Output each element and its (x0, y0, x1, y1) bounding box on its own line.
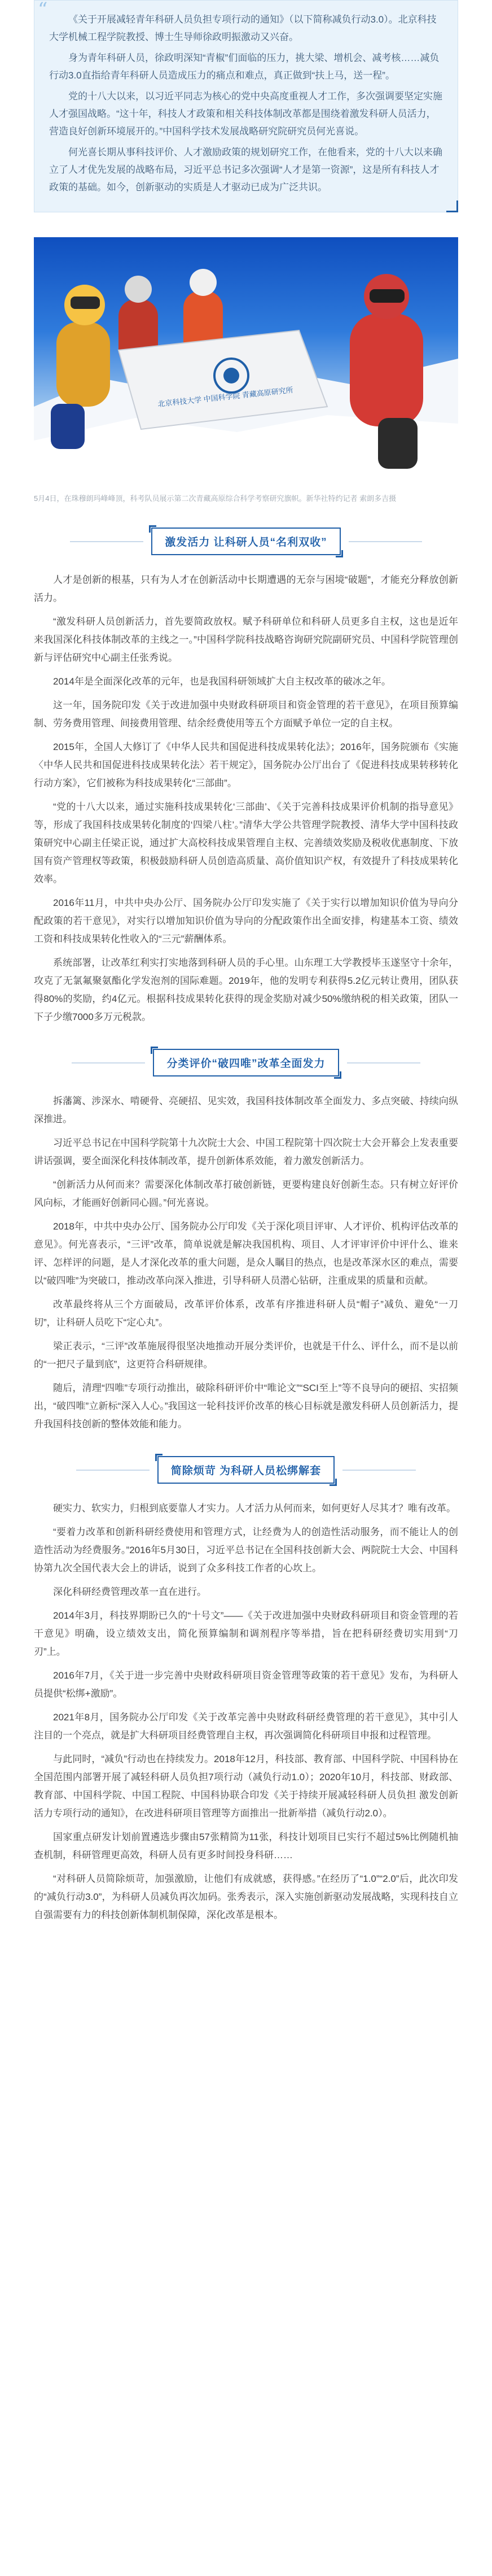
body-paragraph: 2015年，全国人大修订了《中华人民共和国促进科技成果转化法》；2016年，国务院颁布《实施〈中华人民共和国促进科技成果转化法〉若干规定》，国务院办公厅出台了《促进科技成果转移转化行动方案》，它们被称为科技成果转化“三部曲”。 (34, 742, 458, 788)
section-body-1 (34, 571, 458, 1026)
body-paragraph: 硬实力、软实力，归根到底要靠人才实力。人才活力从何而来，如何更好人尽其才？唯有改革。 (53, 1503, 456, 1514)
intro-paragraph: 身为青年科研人员，徐政明深知“青椒”们面临的压力，挑大梁、增机会、减考核……减负行动3.0直指给青年科研人员造成压力的痛点和难点，真正做到“扶上马，送一程”。 (49, 53, 440, 81)
body-paragraph: 习近平总书记在中国科学院第十九次院士大会、中国工程院第十四次院士大会开幕会上发表重要讲话强调，要全面深化科技体制改革，提升创新体系效能，着力激发创新活力。 (34, 1137, 458, 1166)
section-heading-1 (0, 528, 492, 555)
quote-mark-icon: “ (38, 0, 48, 21)
intro-paragraph: 党的十八大以来，以习近平同志为核心的党中央高度重视人才工作，多次强调要坚定实施人才强国战略。“这十年，科技人才政策和相关科技体制改革都是围绕着激发科研人员活力，营造良好创新环境展开的。”中国科学技术发展战略研究院研究员何光喜说。 (49, 91, 442, 137)
body-paragraph: 这一年，国务院印发《关于改进加强中央财政科研项目和资金管理的若干意见》，在项目预算编制、劳务费用管理、间接费用管理、结余经费使用等五个方面赋予单位一定的自主权。 (34, 700, 458, 729)
summit-photo-illustration (34, 237, 458, 485)
section-title: 简除烦苛 为科研人员松绑解套 (157, 1456, 335, 1484)
section-title: 分类评价“破四唯”改革全面发力 (153, 1049, 339, 1076)
body-paragraph: 2014年3月，科技界期盼已久的“十号文”——《关于改进加强中央财政科研项目和资金管理的若干意见》明确，设立绩效支出，简化预算编制和调剂程序等举措，旨在把科研经费切实用到“刀刃”上。 (34, 1610, 458, 1657)
body-paragraph: 2016年11月，中共中央办公厅、国务院办公厅印发实施了《关于实行以增加知识价值为导向分配政策的若干意见》，对实行以增加知识价值为导向的分配政策作出全面安排，构建基本工资、绩效工资和科技成果转化性收入的“三元”薪酬体系。 (34, 897, 458, 944)
body-paragraph: 人才是创新的根基，只有为人才在创新活动中长期遭遇的无奈与困境“破题”，才能充分释放创新活力。 (34, 574, 458, 603)
section-body-2 (34, 1092, 458, 1433)
heading-divider (349, 541, 422, 542)
corner-ornament (446, 200, 458, 212)
section-heading-2 (0, 1049, 492, 1076)
body-paragraph: 2016年7月，《关于进一步完善中央财政科研项目资金管理等政策的若干意见》发布，为科研人员提供“松绑+激励”。 (34, 1670, 458, 1699)
section-title: 激发活力 让科研人员“名利双收” (151, 528, 340, 555)
body-paragraph: 梁正表示，“三评”改革施展得很坚决地推动开展分类评价，也就是干什么、评什么，而不是以前的“一把尺子量到底”，这更符合科研规律。 (34, 1341, 458, 1370)
body-paragraph: 与此同时，“减负”行动也在持续发力。2018年12月，科技部、教育部、中国科学院、中国科协在全国范围内部署开展了减轻科研人员负担7项行动（减负行动1.0）；2020年10月，科技部、财政部、教育部、中国科学院、中国工程院、中国科协联合印发《关于持续开展减轻科研人员负担 激发创新活力专项行动的通知》，在改进科研项目管理等方面推出一批新举措（减负行动2.0）。 (34, 1754, 458, 1819)
intro-paragraph: 何光喜长期从事科技评价、人才激励政策的规划研究工作，在他看来，党的十八大以来确立了人才优先发展的战略布局，习近平总书记多次强调“人才是第一资源”，这是所有科技人才政策的基础。如今，创新驱动的实质是人才驱动已成为广泛共识。 (49, 147, 442, 193)
heading-divider (70, 541, 143, 542)
body-paragraph: 拆藩篱、涉深水、啃硬骨、亮硬招、见实效，我国科技体制改革全面发力、多点突破、持续向纵深推进。 (34, 1096, 458, 1124)
body-paragraph: “创新活力从何而来？需要深化体制改革打破创新链，更要构建良好创新生态。只有树立好评价风向标，才能画好创新同心圆。”何光喜说。 (34, 1179, 458, 1208)
body-paragraph: 系统部署，让改革红利实打实地落到科研人员的手心里。山东理工大学教授毕玉遂坚守十余年，攻克了无氯氟聚氨酯化学发泡剂的国际难题。2019年，他的发明专利获得5.2亿元转让费用，团队获得80%的奖励，约4亿元。根据科技成果转化获得的现金奖励对减少50%缴纳税的相关政策，团队一下子少缴7000多万元税款。 (34, 957, 458, 1022)
section-body-3 (34, 1500, 458, 1924)
intro-quote-box (34, 0, 458, 212)
body-paragraph: 改革最终将从三个方面破局，改革评价体系，改革有序推进科研人员“帽子”减负、避免“一刀切”，让科研人员吃下“定心丸”。 (34, 1299, 458, 1328)
intro-paragraph: 《关于开展减轻青年科研人员负担专项行动的通知》（以下简称减负行动3.0）。北京科技大学机械工程学院教授、博士生导师徐政明振激动又兴奋。 (49, 14, 437, 42)
heading-divider (347, 1062, 420, 1063)
heading-divider (72, 1062, 145, 1063)
body-paragraph: “激发科研人员创新活力，首先要简政放权。赋予科研单位和科研人员更多自主权，这也是近年来我国深化科技体制改革的主线之一。”中国科学院科技战略咨询研究院副研究员、中国科学院管理创新与评估研究中心副主任张秀说。 (34, 616, 458, 663)
flag-text: 北京科技大学 中国科学院 青藏高原研究所 (157, 385, 294, 408)
body-paragraph: 2018年，中共中央办公厅、国务院办公厅印发《关于深化项目评审、人才评价、机构评估改革的意见》。何光喜表示，“三评”改革，简单说就是解决我国机构、项目、人才评审评价中评什么、谁来评、怎样评的问题，是人才深化改革的重大问题，是众人瞩目的热点，也是改革深水区的难点，需要以“破四唯”为突破口，推动改革向深入推进，引导科研人员潜心钻研，注重成果的质量和贡献。 (34, 1221, 458, 1286)
body-paragraph: 国家重点研发计划前置遴选步骤由57张精简为11张，科技计划项目已实行不超过5%比例随机抽查机制，科研管理更高效，科研人员有更多时间投身科研…… (34, 1832, 458, 1860)
heading-divider (76, 1470, 150, 1471)
heading-divider (342, 1470, 416, 1471)
body-paragraph: “对科研人员简除烦苛，加强激励，让他们有成就感，获得感。”在经历了“1.0”“2.0”后，此次印发的“减负行动3.0”，为科研人员减负再次加码。张秀表示，深入实施创新驱动发展战略，实现科技自立自强需要有力的科技创新体制机制保障，深化改革是根本。 (34, 1873, 458, 1920)
photo-caption: 5月4日，在珠穆朗玛峰峰顶，科考队员展示第二次青藏高原综合科学考察研究旗帜。新华社特约记者 索朗多吉摄 (34, 494, 397, 503)
body-paragraph: 随后，清理“四唯”专项行动推出，破除科研评价中“唯论文”“SCI至上”等不良导向的硬招、实招频出，“破四唯”立新标“深入人心。”我国这一轮科技评价改革的核心目标就是激发科研人员创新活力，提升我国科技创新的整体效能和能力。 (34, 1383, 458, 1429)
body-paragraph: 2021年8月，国务院办公厅印发《关于改革完善中央财政科研经费管理的若干意见》，其中引人注目的一个亮点，就是扩大科研项目经费管理自主权，再次强调简化科研项目申报和过程管理。 (34, 1712, 458, 1741)
body-paragraph: 深化科研经费管理改革一直在进行。 (53, 1586, 207, 1597)
body-paragraph: 2014年是全面深化改革的元年，也是我国科研领域扩大自主权改革的破冰之年。 (53, 676, 391, 687)
summit-photo (34, 237, 458, 485)
body-paragraph: “党的十八大以来，通过实施科技成果转化‘三部曲’、《关于完善科技成果评价机制的指导意见》等，形成了我国科技成果转化制度的‘四梁八柱’。”清华大学公共管理学院教授、清华大学中国科技政策研究中心副主任梁正说，通过扩大高校科技成果管理自主权、完善绩效奖励及税收优惠制度、下放国有资产管理权等政策，积极鼓励科研人员创造高质量、高价值知识产权，有效提升了科技成果转化效率。 (34, 801, 458, 884)
body-paragraph: “要着力改革和创新科研经费使用和管理方式，让经费为人的创造性活动服务，而不能让人的创造性活动为经费服务。”2016年5月30日，习近平总书记在全国科技创新大会、两院院士大会、中国科协第九次全国代表大会上的讲话，说到了众多科技工作者的心坎上。 (34, 1527, 458, 1574)
section-heading-3 (0, 1456, 492, 1484)
